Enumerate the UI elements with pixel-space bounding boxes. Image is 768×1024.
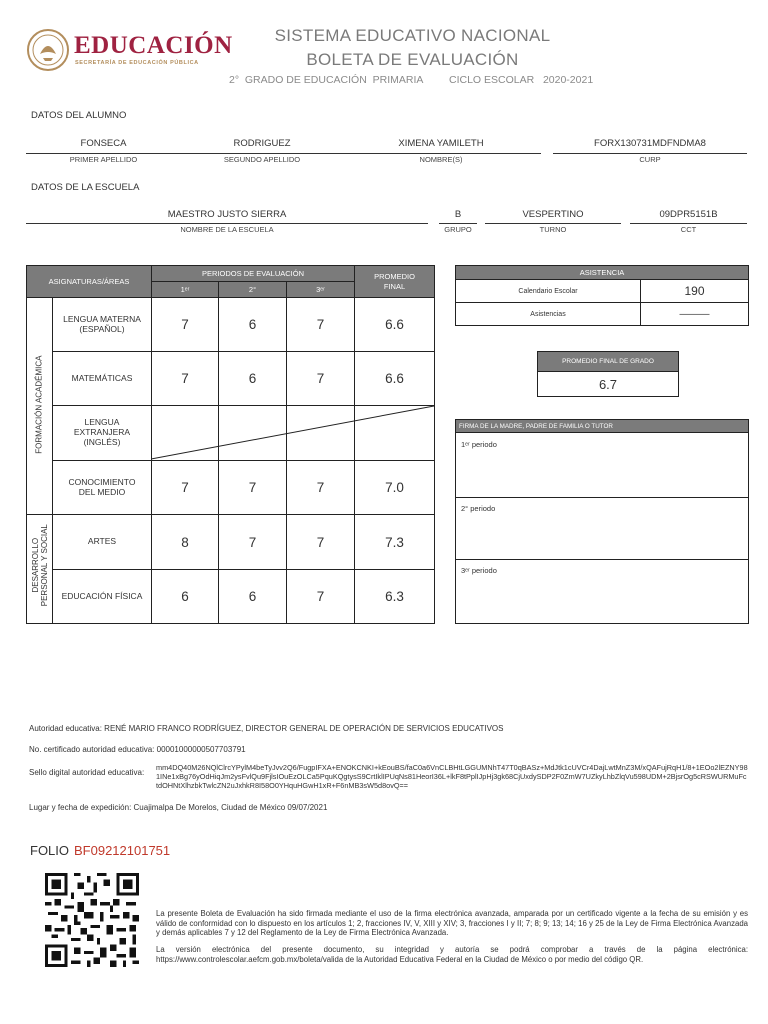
escuela-nombre-label: NOMBRE DE LA ESCUELA [180, 225, 274, 234]
header-grado: 2° GRADO DE EDUCACIÓN PRIMARIA [229, 74, 424, 86]
firma-period-2 [455, 497, 749, 560]
folio-label: FOLIO [30, 843, 70, 858]
subject-lengua-materna: LENGUA MATERNA (ESPAÑOL) [52, 297, 152, 352]
grade-r6-p2: 6 [218, 569, 287, 624]
final-header: PROMEDIO FINAL [354, 265, 435, 298]
header-line1: SISTEMA EDUCATIVO NACIONAL [274, 26, 551, 45]
grade-r4-p1: 7 [151, 460, 219, 515]
nombres-line [341, 153, 541, 154]
grade-r5-p3: 7 [286, 514, 355, 570]
segundo-apellido-label: SEGUNDO APELLIDO [223, 155, 301, 164]
primer-apellido-value: FONSECA [80, 138, 127, 149]
cct-line [630, 223, 747, 224]
group-academic-label: FORMACIÓN ACADÉMICA [34, 355, 44, 454]
nombres-label: NOMBRE(S) [419, 155, 463, 164]
subject-matematicas: MATEMÁTICAS [52, 351, 152, 406]
sello-value: mm4DQ40M26NQlClrcYPylM4beTyJvv2Q6/FugpIFXA+ENOKCNKI+kEouBS/faC0a6VnCLBHtLGGUMNhT47T0qBASz+MdJtk1cUVCr4DajLwtMnZ3M/xQAFujRqH1/8+1EOo2lEZNY981INe1xBg76yOdHiqJm2ysFvlQu9FjlsIOuEzOLCa5PquKQgtysS9CrtIklIPUqNs81HeorI36L+lkF8tPplIJpHj3gk68CjUxdySDP2F0ZmW7UZkyLhbZlqVu598UDM+2BjsrOg5cRSWURMuFctdOHNtXlhzbkTwlcZN2uJxhkR8I58O0YHquHGwH1xR+F6nMB3sW5d8ovQ== [156, 763, 748, 790]
period-3-header: 3ᵉʳ [286, 281, 355, 298]
calendario-value: 190 [640, 279, 749, 303]
turno-value: VESPERTINO [522, 209, 584, 220]
turno-line [485, 223, 621, 224]
escuela-nombre-value: MAESTRO JUSTO SIERRA [167, 209, 287, 220]
grade-r2-p1: 7 [151, 351, 219, 406]
grade-r6-p3: 7 [286, 569, 355, 624]
nombres-value: XIMENA YAMILETH [398, 138, 484, 149]
subject-artes: ARTES [52, 514, 152, 570]
subject-lengua-extranjera: LENGUA EXTRANJERA (INGLÉS) [52, 405, 152, 461]
curp-line [553, 153, 747, 154]
group-social-label [31, 505, 49, 625]
grade-r2-p3: 7 [286, 351, 355, 406]
subject-conocimiento-medio: CONOCIMIENTO DEL MEDIO [52, 460, 152, 515]
strike-line [151, 405, 435, 461]
qr-code-icon [45, 873, 139, 967]
grade-r1-p3: 7 [286, 297, 355, 352]
period-1-header: 1ᵉʳ [151, 281, 219, 298]
subject-educacion-fisica: EDUCACIÓN FÍSICA [52, 569, 152, 624]
grade-r6-p1: 6 [151, 569, 219, 624]
firma-period-2-label: 2° periodo [461, 504, 496, 513]
grupo-line [439, 223, 477, 224]
lugar-fecha: Lugar y fecha de expedición: Cuajimalpa De Morelos, Ciudad de México 09/07/2021 [29, 803, 328, 812]
grade-r5-p1: 8 [151, 514, 219, 570]
promedio-grado-value: 6.7 [537, 371, 679, 397]
grupo-label: GRUPO [444, 225, 472, 234]
logo-title: EDUCACIÓN [74, 32, 233, 59]
alumno-section-title: DATOS DEL ALUMNO [31, 110, 127, 121]
firma-period-1-label: 1ᵉʳ periodo [461, 440, 497, 449]
cct-label: CCT [680, 225, 697, 234]
cct-value: 09DPR5151B [659, 209, 718, 220]
grade-r1-final: 6.6 [354, 297, 435, 352]
group-social-line1: DESARROLLO [30, 537, 40, 593]
grade-r2-final: 6.6 [354, 351, 435, 406]
primer-apellido-label: PRIMER APELLIDO [69, 155, 138, 164]
firma-period-3-label: 3ᵉʳ periodo [461, 566, 497, 575]
coat-of-arms-icon [26, 28, 70, 72]
grade-r4-p3: 7 [286, 460, 355, 515]
grade-r4-p2: 7 [218, 460, 287, 515]
autoridad-educativa: Autoridad educativa: RENÉ MARIO FRANCO RODRÍGUEZ, DIRECTOR GENERAL DE OPERACIÓN DE SERVICIOS EDUCATIVOS [29, 724, 504, 733]
period-2-header: 2° [218, 281, 287, 298]
grade-r2-p2: 6 [218, 351, 287, 406]
periods-header: PERIODOS DE EVALUACIÓN [151, 265, 355, 282]
header-line2: BOLETA DE EVALUACIÓN [306, 50, 519, 69]
legal-text-1: La presente Boleta de Evaluación ha sido firmada mediante el uso de la firma electrónica avanzada, amparada por un certificado vigente a la fecha de su emisión y es válido de conformidad con lo dispuesto en los artículos 1; 2, fracciones IV, V, XIII y XIV; 3, fracciones I y II; 7; 8; 9; 13; 14; 16 y 25 de la Ley de Firma Electrónica Avanzada y demás aplicables 7 y 12 del Reglamento de la Ley de Firma Electrónica Avanzada. [156, 909, 748, 938]
asistencia-title: ASISTENCIA [455, 265, 749, 280]
logo-subtitle: SECRETARÍA DE EDUCACIÓN PÚBLICA [75, 60, 199, 66]
grade-r1-p1: 7 [151, 297, 219, 352]
primer-apellido-line [26, 153, 186, 154]
segundo-apellido-line [186, 153, 341, 154]
grade-r5-final: 7.3 [354, 514, 435, 570]
asistencias-value: ——— [640, 302, 749, 326]
grupo-value: B [454, 209, 462, 220]
grade-r4-final: 7.0 [354, 460, 435, 515]
escuela-nombre-line [26, 223, 428, 224]
legal-text-2: La versión electrónica del presente documento, su integridad y autoría se podrá comprobar a través de la página electrónica: https://www.controlescolar.aefcm.gob.mx/boleta/valida de la Autoridad Educativa Federal en la Ciudad de México o por medio del código QR. [156, 945, 748, 964]
firma-period-3 [455, 559, 749, 624]
promedio-grado-label: PROMEDIO FINAL DE GRADO [537, 351, 679, 372]
folio-value: BF09212101751 [74, 843, 171, 858]
header-ciclo: CICLO ESCOLAR 2020-2021 [449, 74, 594, 86]
group-social-line2: PERSONAL Y SOCIAL [40, 524, 49, 607]
grade-r6-final: 6.3 [354, 569, 435, 624]
escuela-section-title: DATOS DE LA ESCUELA [31, 182, 140, 193]
firma-title: FIRMA DE LA MADRE, PADRE DE FAMILIA O TUTOR [455, 419, 749, 433]
asistencias-label: Asistencias [455, 302, 641, 326]
calendario-label: Calendario Escolar [455, 279, 641, 303]
firma-period-1 [455, 432, 749, 498]
turno-label: TURNO [539, 225, 567, 234]
sello-label: Sello digital autoridad educativa: [29, 768, 145, 777]
sep-logo [26, 28, 233, 74]
segundo-apellido-value: RODRIGUEZ [233, 138, 291, 149]
curp-value: FORX130731MDFNDMA8 [594, 138, 706, 149]
grade-r1-p2: 6 [218, 297, 287, 352]
curp-label: CURP [639, 155, 661, 164]
subjects-header: ASIGNATURAS/ÁREAS [26, 265, 152, 298]
certificado-autoridad: No. certificado autoridad educativa: 00001000000507703791 [29, 745, 246, 754]
grade-r5-p2: 7 [218, 514, 287, 570]
